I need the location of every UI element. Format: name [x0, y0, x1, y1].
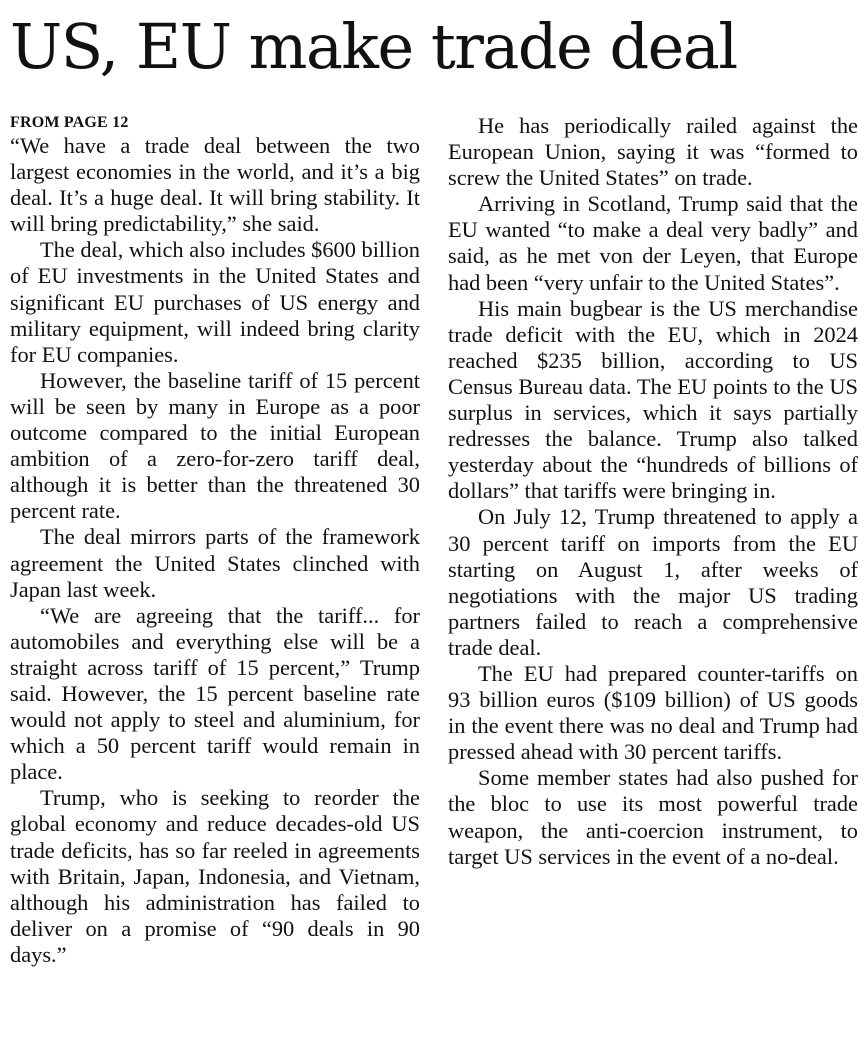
- paragraph: The EU had prepared counter-tariffs on 93 billion euros ($109 billion) of US goods in the event there was no deal and Trump had pressed ahead with 30 percent tariffs.: [448, 660, 858, 765]
- article-column-left: [10, 113, 420, 968]
- paragraph: Arriving in Scotland, Trump said that the EU wanted “to make a deal very badly” and said, as he met von der Leyen, that Europe had been “very unfair to the United States”.: [448, 191, 858, 295]
- paragraph: Trump, who is seeking to reorder the global economy and reduce decades-old US trade deficits, has so far reeled in agreements with Britain, Japan, Indonesia, and Vietnam, although his administration has failed to deliver on a promise of “90 deals in 90 days.”: [10, 785, 420, 967]
- paragraph: Some member states had also pushed for the bloc to use its most powerful trade weapon, the anti-coercion instrument, to target US services in the event of a no-deal.: [448, 765, 858, 869]
- paragraph: The deal, which also includes $600 billion of EU investments in the United States and significant EU purchases of US energy and military equipment, will indeed bring clarity for EU companies.: [10, 237, 420, 367]
- continued-from-label: FROM PAGE 12: [10, 114, 129, 131]
- paragraph: On July 12, Trump threatened to apply a 30 percent tariff on imports from the EU starting on August 1, after weeks of negotiations with the major US trading partners failed to reach a comprehensive trade deal.: [448, 504, 858, 660]
- paragraph: His main bugbear is the US merchandise trade deficit with the EU, which in 2024 reached $235 billion, according to US Census Bureau data. The EU points to the US surplus in services, which it says partially redresses the balance. Trump also talked yesterday about the “hundreds of billions of dollars” that tariffs were bringing in.: [448, 295, 858, 504]
- paragraph: He has periodically railed against the European Union, saying it was “formed to screw the United States” on trade.: [448, 113, 858, 191]
- paragraph: “We are agreeing that the tariff... for automobiles and everything else will be a straight across tariff of 15 percent,” Trump said. However, the 15 percent baseline rate would not apply to steel and aluminium, for which a 50 percent tariff would remain in place.: [10, 602, 420, 785]
- paragraph: “We have a trade deal between the two largest economies in the world, and it’s a big deal. It’s a huge deal. It will bring stability. It will bring predictability,” she said.: [10, 133, 420, 237]
- headline: US, EU make trade deal: [10, 10, 737, 83]
- paragraph: The deal mirrors parts of the framework agreement the United States clinched with Japan last week.: [10, 524, 420, 602]
- article-column-right: [448, 113, 858, 870]
- paragraph: However, the baseline tariff of 15 percent will be seen by many in Europe as a poor outcome compared to the initial European ambition of a zero-for-zero tariff deal, although it is better than the threatened 30 percent rate.: [10, 367, 420, 524]
